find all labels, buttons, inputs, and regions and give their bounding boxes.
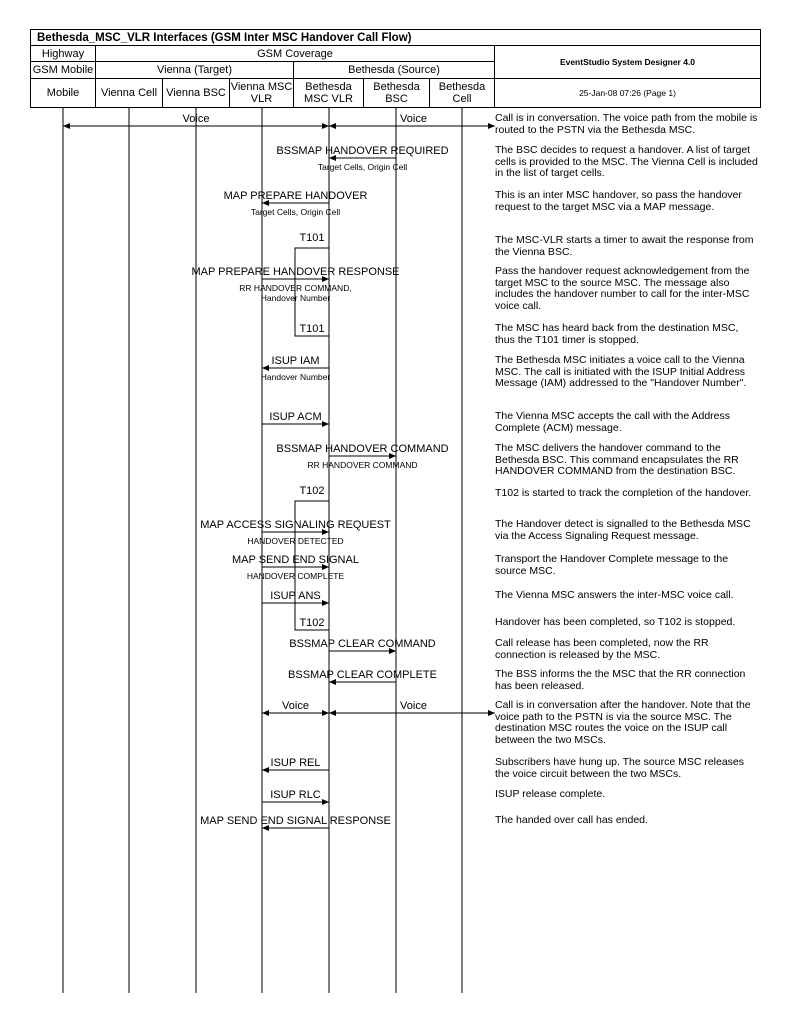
step-note: The MSC-VLR starts a timer to await the response from the Vienna BSC.: [495, 234, 754, 258]
step-note: The Vienna MSC answers the inter-MSC voice call.: [495, 589, 734, 601]
message-label: BSSMAP CLEAR COMMAND: [289, 638, 436, 650]
entity-vienna-msc-vlr: Vienna MSC VLR: [229, 78, 294, 108]
message-label: BSSMAP HANDOVER COMMAND: [276, 443, 449, 455]
step-note: Call release has been completed, now the RR connection is released by the MSC.: [495, 637, 709, 661]
diagram-title: Bethesda_MSC_VLR Interfaces (GSM Inter MSC Handover Call Flow): [30, 29, 761, 46]
header-gsm-mobile: GSM Mobile: [30, 61, 96, 79]
step-note: Handover has been completed, so T102 is stopped.: [495, 616, 736, 628]
header-highway: Highway: [30, 45, 96, 62]
step-note: ISUP release complete.: [495, 788, 606, 800]
arrow-head: [329, 710, 336, 716]
step-note: T102 is started to track the completion of the handover.: [495, 487, 752, 499]
message-label: Voice: [282, 700, 309, 712]
header-bethesda-source: Bethesda (Source): [293, 61, 495, 79]
header-gsm-coverage: GSM Coverage: [95, 45, 495, 62]
message-label: Voice: [400, 700, 427, 712]
step-note: This is an inter MSC handover, so pass the handover request to the target MSC via a MAP message.: [495, 189, 742, 213]
message-label: Voice: [400, 113, 427, 125]
header-date: 25-Jan-08 07:26 (Page 1): [494, 78, 761, 108]
step-note: The MSC has heard back from the destination MSC, thus the T101 timer is stopped.: [495, 322, 739, 346]
message-label: MAP ACCESS SIGNALING REQUEST: [200, 519, 391, 531]
message-label: ISUP RLC: [270, 789, 321, 801]
step-note: The MSC delivers the handover command to the Bethesda BSC. This command encapsulates the RR HANDOVER COMMAND from the destination BSC.: [495, 442, 739, 477]
step-note: Transport the Handover Complete message to the source MSC.: [495, 553, 729, 577]
timer-label: T102: [299, 617, 325, 629]
entity-vienna-cell: Vienna Cell: [95, 78, 163, 108]
step-note: The BSC decides to request a handover. A list of target cells is provided to the MSC. The Vienna Cell is included in the list of target cells.: [495, 144, 758, 179]
arrow-head: [262, 365, 269, 371]
message-label: ISUP ACM: [269, 411, 322, 423]
entity-vienna-bsc: Vienna BSC: [162, 78, 230, 108]
step-note: Call is in conversation after the handover. Note that the voice path to the PSTN is via the source MSC. The destination MSC routes the voice on the ISUP call between the two MSCs.: [495, 699, 751, 746]
arrow-head: [322, 600, 329, 606]
step-note: The Bethesda MSC initiates a voice call to the Vienna MSC. The call is initiated with the ISUP Initial Address Message (IAM) addressed to the "Handover Number".: [495, 354, 747, 389]
step-note: Pass the handover request acknowledgement from the target MSC to the source MSC. The message also includes the handover number to call for the inter-MSC voice call.: [495, 265, 750, 312]
arrow-head: [262, 767, 269, 773]
step-note: The BSS informs the the MSC that the RR connection has been released.: [495, 668, 746, 692]
message-label: MAP PREPARE HANDOVER RESPONSE: [191, 266, 400, 278]
message-params: HANDOVER DETECTED: [247, 536, 344, 546]
arrow-head: [63, 123, 70, 129]
arrow-head: [322, 710, 329, 716]
message-label: ISUP IAM: [271, 355, 320, 367]
message-label: MAP SEND END SIGNAL: [232, 554, 359, 566]
arrow-head: [322, 799, 329, 805]
step-note: The Handover detect is signalled to the Bethesda MSC via the Access Signaling Request message.: [495, 518, 751, 542]
header-vienna-target: Vienna (Target): [95, 61, 294, 79]
message-label: BSSMAP CLEAR COMPLETE: [288, 669, 437, 681]
step-note: Subscribers have hung up. The source MSC releases the voice circuit between the two MSCs.: [495, 756, 745, 780]
message-label: ISUP ANS: [270, 590, 321, 602]
message-label: Voice: [182, 113, 210, 125]
message-label: MAP SEND END SIGNAL RESPONSE: [200, 815, 391, 827]
entity-bethesda-msc-vlr: Bethesda MSC VLR: [293, 78, 364, 108]
step-note: The handed over call has ended.: [495, 814, 648, 826]
entity-mobile: Mobile: [30, 78, 96, 108]
message-params: Target Cells, Origin Cell: [250, 207, 341, 217]
arrow-head: [322, 123, 329, 129]
entity-bethesda-cell: Bethesda Cell: [429, 78, 495, 108]
message-params: HANDOVER COMPLETE: [246, 571, 345, 581]
arrow-head: [488, 710, 495, 716]
arrow-head: [488, 123, 495, 129]
message-params: Target Cells, Origin Cell: [317, 162, 408, 172]
timer-label: T101: [299, 323, 325, 335]
message-params: Handover Number: [260, 372, 331, 382]
arrow-head: [329, 123, 336, 129]
message-label: MAP PREPARE HANDOVER: [223, 190, 368, 202]
arrow-head: [322, 421, 329, 427]
header-tool-name: EventStudio System Designer 4.0: [494, 45, 761, 79]
message-params: Handover Number: [260, 293, 331, 303]
entity-bethesda-bsc: Bethesda BSC: [363, 78, 430, 108]
message-label: ISUP REL: [270, 757, 321, 769]
message-label: BSSMAP HANDOVER REQUIRED: [276, 145, 449, 157]
message-params: RR HANDOVER COMMAND: [307, 460, 418, 470]
step-note: Call is in conversation. The voice path from the mobile is routed to the PSTN via the Bethesda MSC.: [495, 112, 758, 136]
arrow-head: [262, 710, 269, 716]
timer-label: T101: [299, 232, 325, 244]
step-note: The Vienna MSC accepts the call with the Address Complete (ACM) message.: [495, 410, 731, 434]
message-params: RR HANDOVER COMMAND,: [239, 283, 352, 293]
timer-label: T102: [299, 485, 325, 497]
